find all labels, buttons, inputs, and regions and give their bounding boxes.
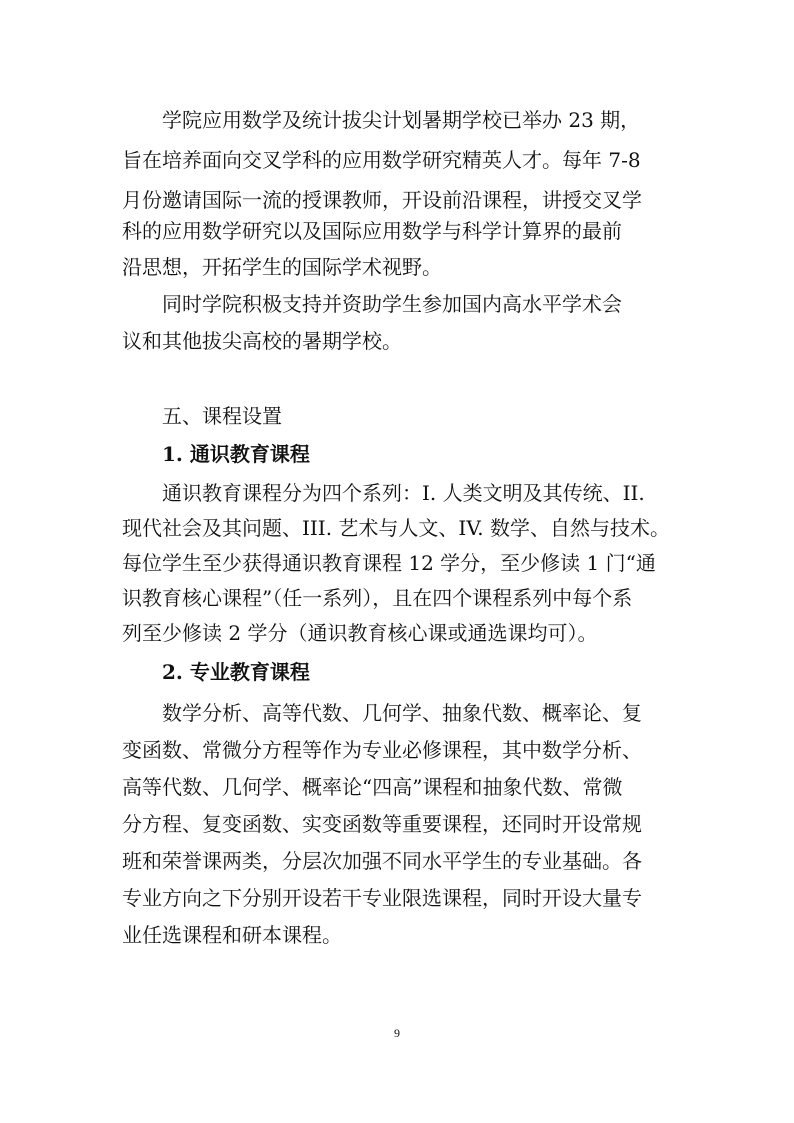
- document-page: 学院应用数学及统计拔尖计划暑期学校已举办 23 期， 旨在培养面向交叉学科的应用数学研究精英人才。每年 7-8 月份邀请国际一流的授课教师，开设前沿课程，讲授交叉学 科的应用数学研究以及国际应用数学与科学计算界的最前 沿思想，开拓学生的国际学术视野。 同时学院积极支持并资助学生参加国内高水平学术会 议和其他拔尖高校的暑期学校。 五、课程设置 1. 通识教育课程 通识教育课程分为四个系列：I. 人类文明及其传统、II. 现代社会及其问题、III. 艺术与人文、IV. 数学、自然与技术。 每位学生至少获得通识教育课程 12 学分，至少修读 1 门“通 识教育核心课程”（任一系列），且在四个课程系列中每个系 列至少修读 2 学分（通识教育核心课或通选课均可）。 2. 专业教育课程 数学分析、高等代数、几何学、抽象代数、概率论、复 变函数、常微分方程等作为专业必修课程，其中数学分析、 高等代数、几何学、概率论“四高”课程和抽象代数、常微 分方程、复变函数、实变函数等重要课程，还同时开设常规 班和荣誉课两类，分层次加强不同水平学生的专业基础。各 专业方向之下分别开设若干专业限选课程，同时开设大量专 业任选课程和研本课程。 9: [0, 0, 794, 1123]
- page-number: 9: [394, 1026, 400, 1040]
